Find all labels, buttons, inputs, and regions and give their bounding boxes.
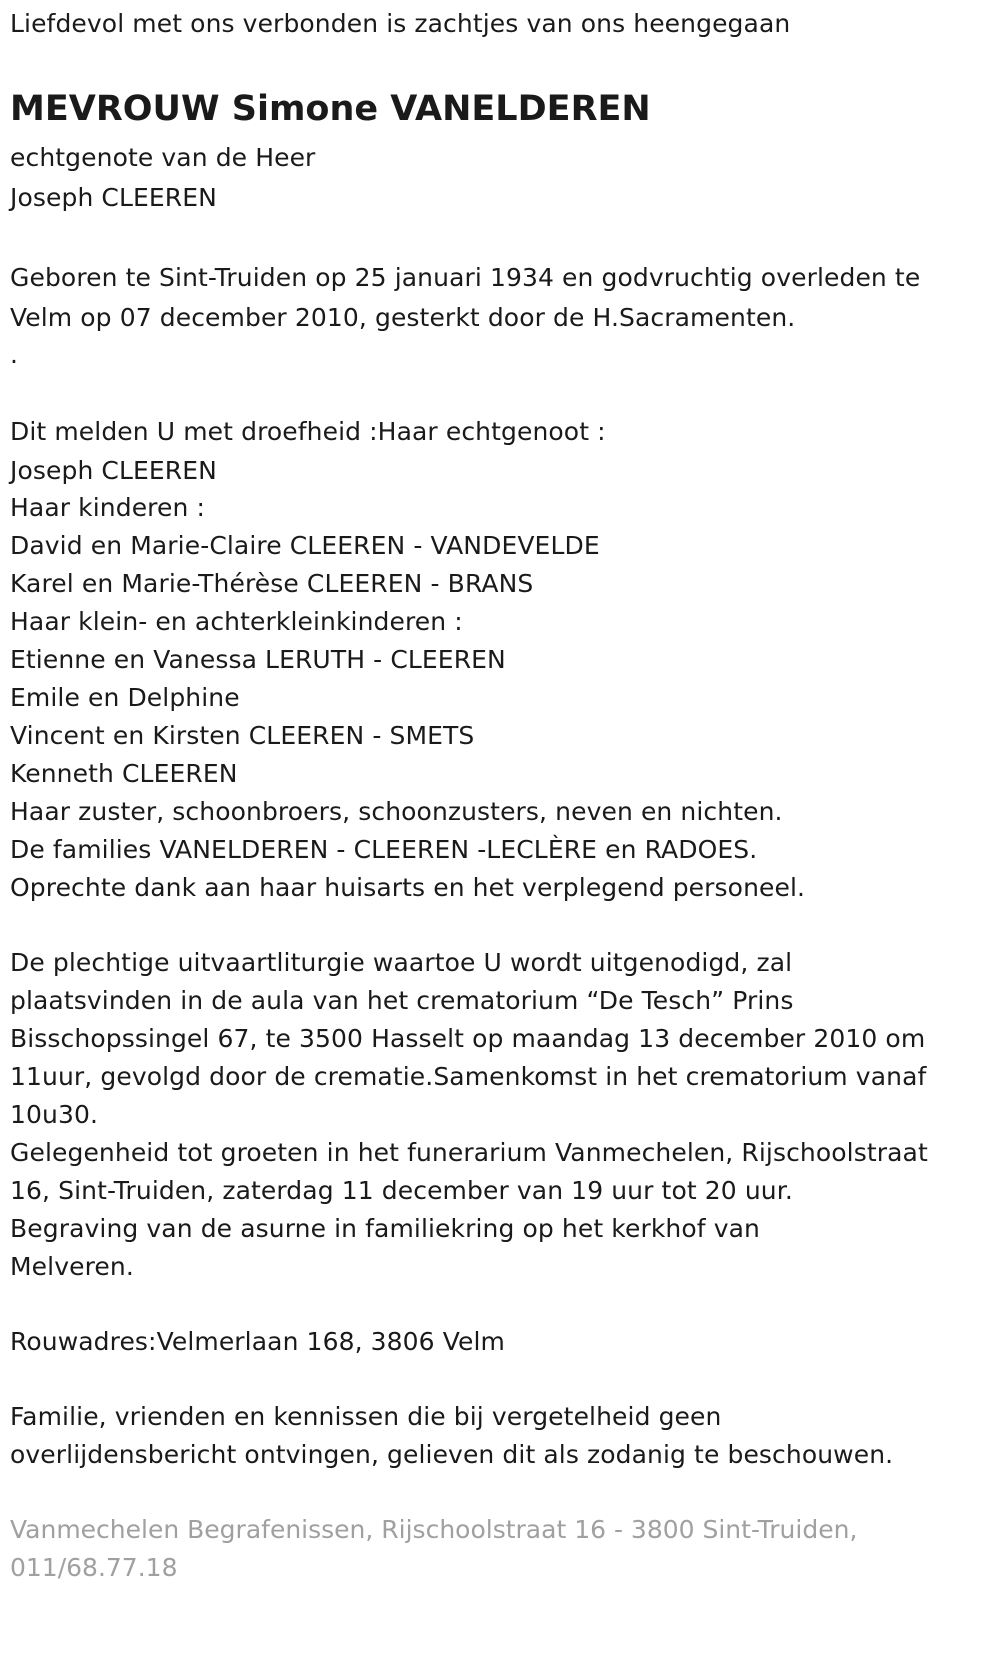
family-line: Haar zuster, schoonbroers, schoonzusters, neven en nichten. bbox=[10, 797, 783, 826]
family-line: Vincent en Kirsten CLEEREN - SMETS bbox=[10, 721, 475, 750]
mourning-address: Rouwadres:Velmerlaan 168, 3806 Velm bbox=[10, 1327, 505, 1356]
family-line: Haar kinderen : bbox=[10, 493, 206, 522]
ceremony-line: Melveren. bbox=[10, 1252, 134, 1281]
birth-death-line: Velm op 07 december 2010, gesterkt door de H.Sacramenten. bbox=[10, 303, 796, 332]
ceremony-details bbox=[10, 944, 990, 1286]
birth-death-line: Geboren te Sint-Truiden op 25 januari 1934 en godvruchtig overleden te bbox=[10, 263, 921, 292]
family-line: Emile en Delphine bbox=[10, 683, 240, 712]
separator-dot: . bbox=[10, 340, 19, 369]
spacer bbox=[10, 907, 990, 944]
deceased-name: MEVROUW Simone VANELDEREN bbox=[10, 89, 651, 129]
ceremony-line: 16, Sint-Truiden, zaterdag 11 december van 19 uur tot 20 uur. bbox=[10, 1176, 793, 1205]
family-line: Kenneth CLEEREN bbox=[10, 759, 238, 788]
family-line: Dit melden U met droefheid :Haar echtgenoot : bbox=[10, 417, 606, 446]
ceremony-line: 10u30. bbox=[10, 1100, 99, 1129]
family-line: Etienne en Vanessa LERUTH - CLEEREN bbox=[10, 645, 506, 674]
ceremony-line: 11uur, gevolgd door de crematie.Samenkomst in het crematorium vanaf bbox=[10, 1062, 927, 1091]
family-line: Karel en Marie-Thérèse CLEEREN - BRANS bbox=[10, 569, 534, 598]
spacer bbox=[10, 372, 990, 412]
family-announcement bbox=[10, 412, 990, 907]
ceremony-line: plaatsvinden in de aula van het crematorium “De Tesch” Prins bbox=[10, 986, 794, 1015]
spouse-label: echtgenote van de Heer bbox=[10, 143, 316, 172]
ceremony-line: Begraving van de asurne in familiekring op het kerkhof van bbox=[10, 1214, 760, 1243]
ceremony-line: De plechtige uitvaartliturgie waartoe U wordt uitgenodigd, zal bbox=[10, 948, 793, 977]
intro-text: Liefdevol met ons verbonden is zachtjes van ons heengegaan bbox=[10, 9, 791, 38]
footer-line: Vanmechelen Begrafenissen, Rijschoolstraat 16 - 3800 Sint-Truiden, bbox=[10, 1515, 858, 1544]
ceremony-line: Gelegenheid tot groeten in het funerarium Vanmechelen, Rijschoolstraat bbox=[10, 1138, 928, 1167]
ceremony-line: Bisschopssingel 67, te 3500 Hasselt op maandag 13 december 2010 om bbox=[10, 1024, 926, 1053]
spacer bbox=[10, 218, 990, 258]
obituary-notice bbox=[10, 0, 990, 1587]
spouse-name: Joseph CLEEREN bbox=[10, 183, 217, 212]
spacer bbox=[10, 1286, 990, 1323]
family-line: David en Marie-Claire CLEEREN - VANDEVELDE bbox=[10, 531, 600, 560]
family-line: De families VANELDEREN - CLEEREN -LECLÈRE en RADOES. bbox=[10, 835, 758, 864]
family-line: Oprechte dank aan haar huisarts en het verplegend personeel. bbox=[10, 873, 806, 902]
footer-line: 011/68.77.18 bbox=[10, 1553, 178, 1582]
spacer bbox=[10, 1474, 990, 1511]
closing-line: Familie, vrienden en kennissen die bij vergetelheid geen bbox=[10, 1402, 722, 1431]
family-line: Haar klein- en achterkleinkinderen : bbox=[10, 607, 463, 636]
closing-note bbox=[10, 1398, 990, 1474]
funeral-home-footer bbox=[10, 1511, 990, 1587]
family-line: Joseph CLEEREN bbox=[10, 456, 217, 485]
spacer bbox=[10, 1361, 990, 1398]
closing-line: overlijdensbericht ontvingen, gelieven dit als zodanig te beschouwen. bbox=[10, 1440, 894, 1469]
